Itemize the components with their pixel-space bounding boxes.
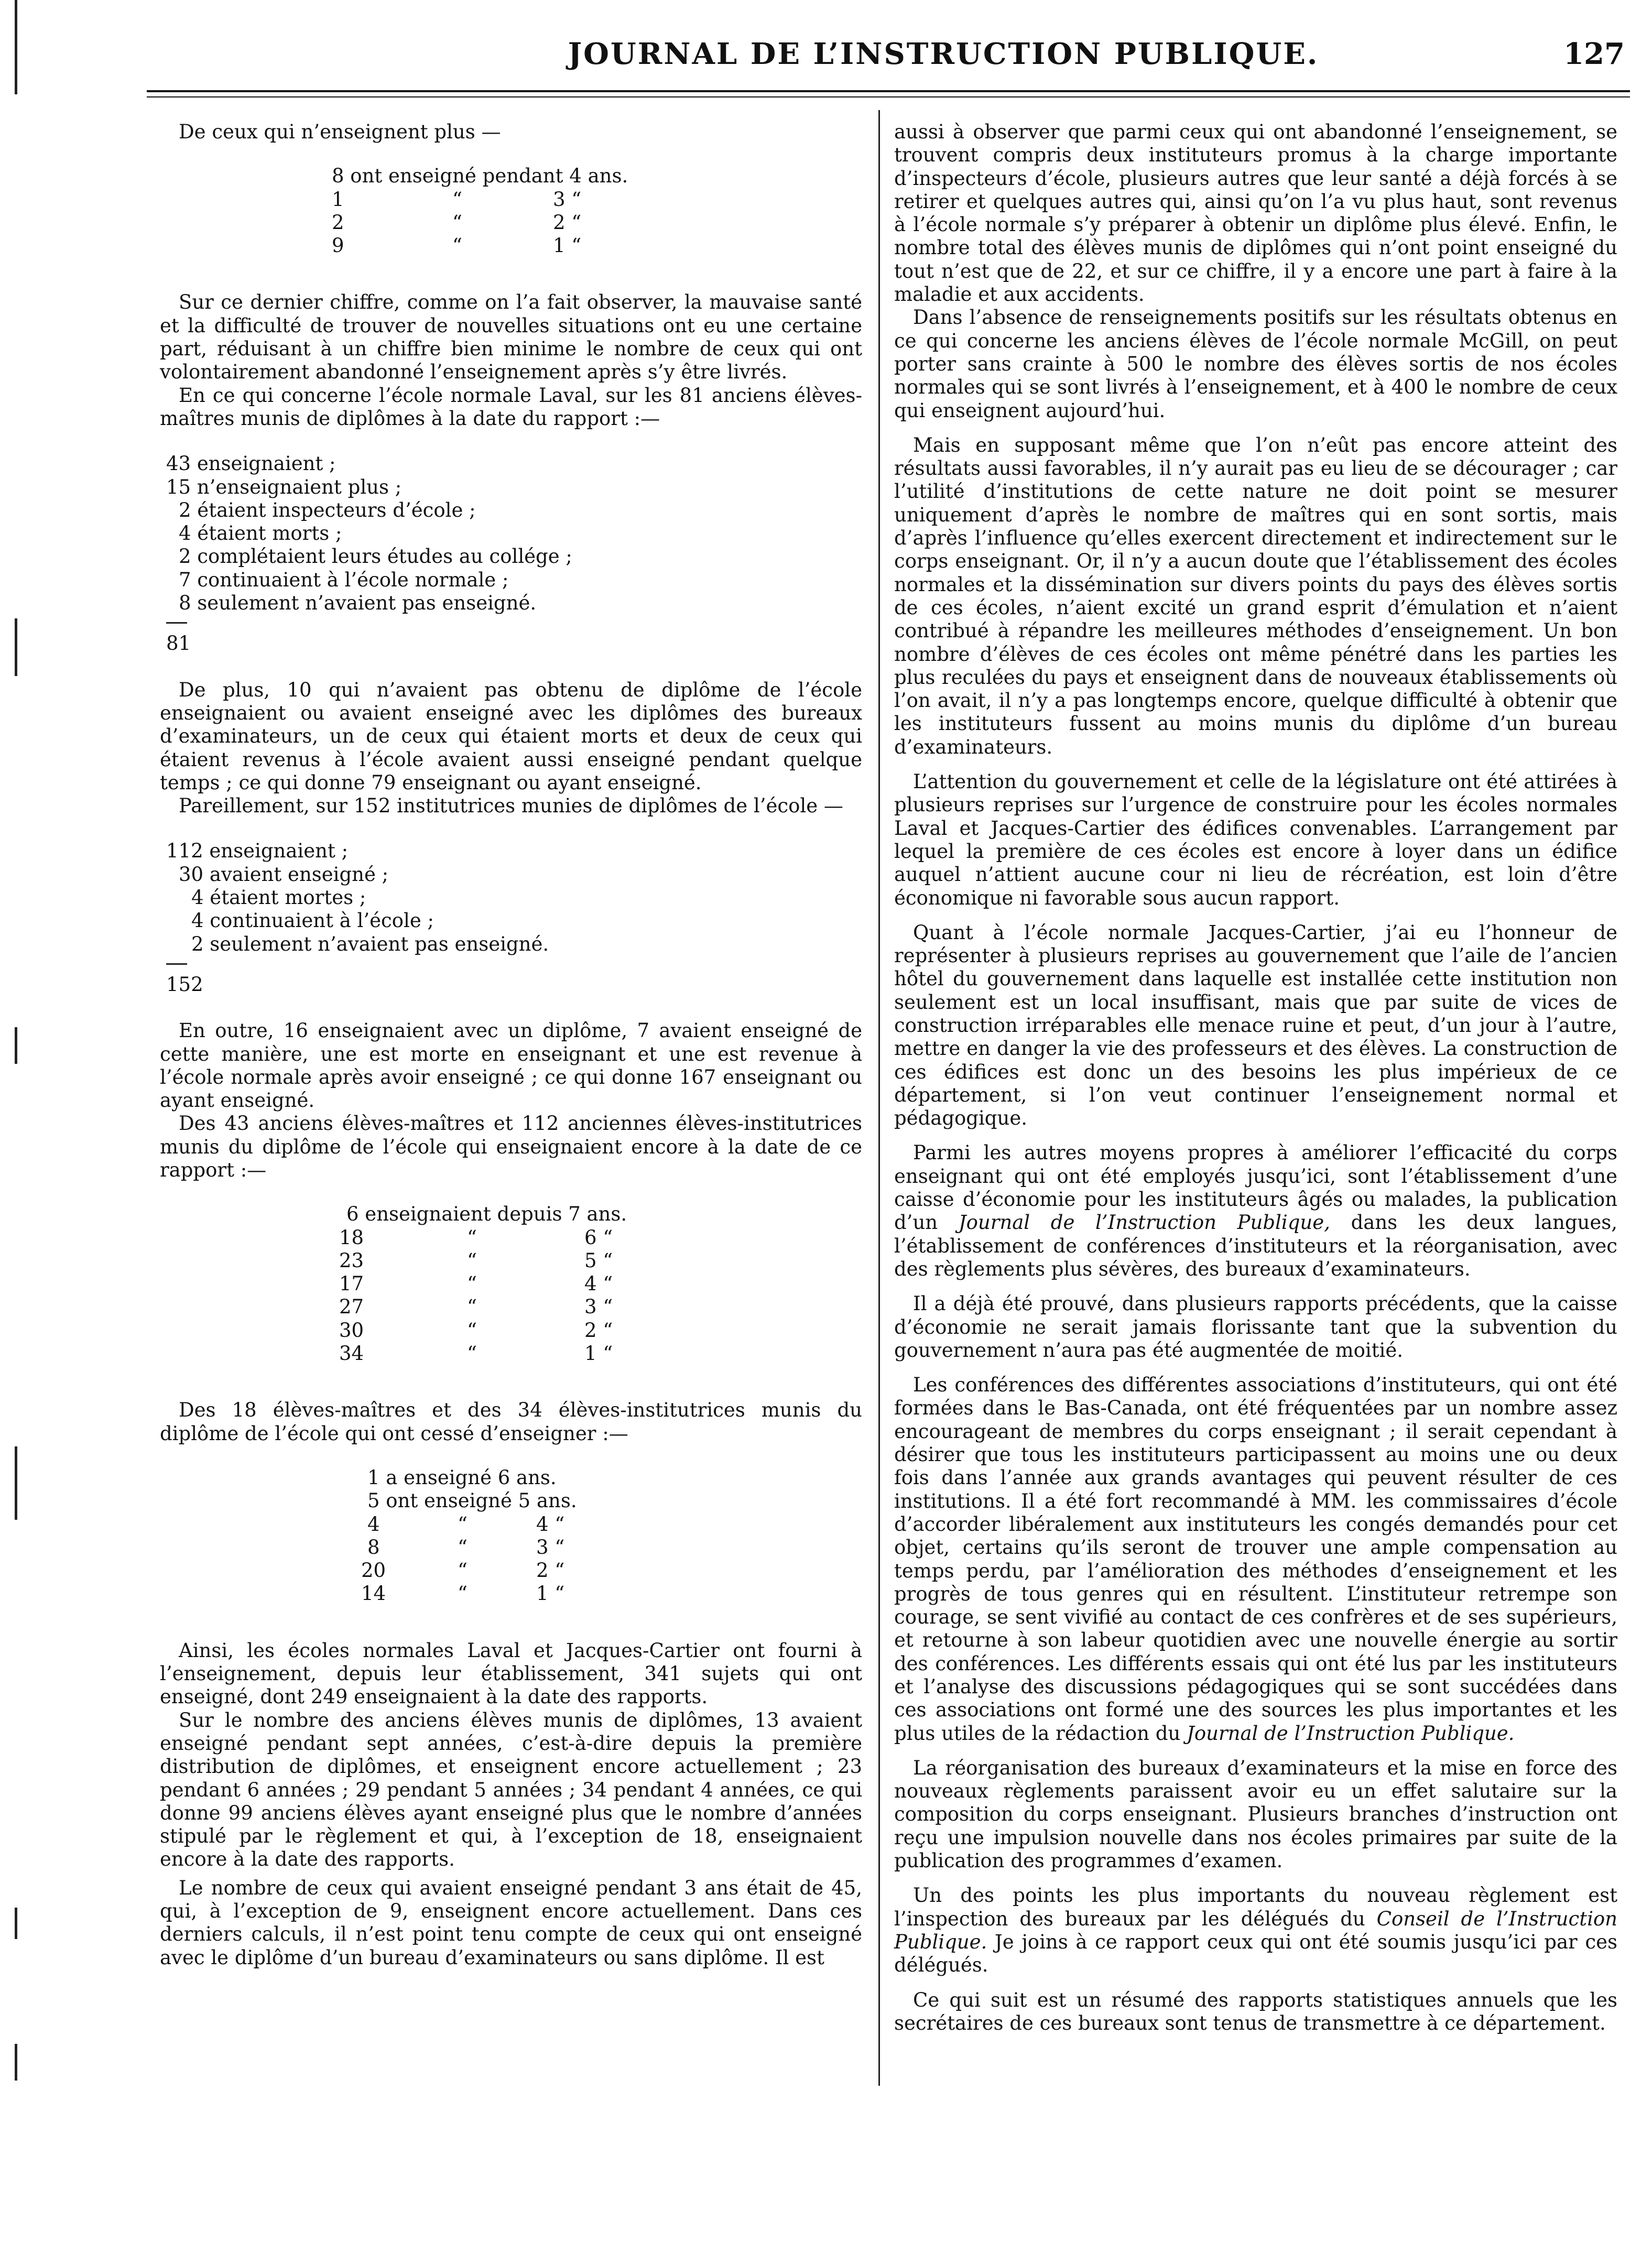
table-cell: 4 [367, 1512, 380, 1536]
paragraph [894, 1374, 1617, 1745]
list-item: 4 continuaient à l’école ; [191, 909, 434, 932]
text-run: Un des points les plus importants du nouveau règlement est l’inspection des bureaux par les délégués du [894, 1884, 1617, 1930]
list-item: 43 enseignaient ; [166, 452, 336, 475]
table-cell: 4 “ [584, 1272, 613, 1295]
table-cell: 9 [332, 234, 344, 257]
text-run: Les conférences des différentes associations d’instituteurs, qui ont été formées dans le Bas-Canada, ont été fréquentées par un nombre assez encourageant de membres du corps enseignant ; il serait cependant à désirer que tous les instituteurs participassent au moins une ou deux fois dans l’année aux grands avantages qui peuvent résulter de ces institutions. Il a été fort recommandé à MM. les commissaires d’école d’accorder libéralement aux instituteurs les congés demandés pour cet objet, certains qu’ils seront de trouver une ample compensation au temps perdu, par l’amélioration des méthodes d’enseignement et les progrès de tous genres qui en résultent. L’instituteur retrempe son courage, se sent vivifié au contact de ces confrères et de ses supérieurs, et retourne à son labeur quotidien avec une nouvelle énergie au sortir des conférences. Les différents essais qui ont été lus par les instituteurs et l’analyse des discussions pédagogiques qui se sont succédées dans ces associations ont formé une des sources les plus importantes et les plus utiles de la rédaction du [894, 1374, 1617, 1745]
paragraph: Ce qui suit est un résumé des rapports statistiques annuels que les secrétaires de ces bureaux sont tenus de transmettre à ce département. [894, 1988, 1617, 2034]
paragraph: Ainsi, les écoles normales Laval et Jacques-Cartier ont fourni à l’enseignement, depuis leur établissement, 341 sujets qui ont enseigné, dont 249 enseignaient à la date des rapports. [160, 1639, 862, 1708]
table-row [339, 1272, 862, 1295]
table-row [332, 234, 862, 257]
table-row [339, 1342, 862, 1365]
table-cell: 2 “ [536, 1559, 565, 1582]
paragraph: aussi à observer que parmi ceux qui ont abandonné l’enseignement, se trouvent compris deux instituteurs promus à la charge importante d’inspecteurs d’école, plusieurs autres que leur santé a déjà forcés à se retirer et quelques autres qui, ainsi qu’on l’a vu plus haut, sont revenus à l’école normale s’y préparer à obtenir un diplôme plus élevé. Enfin, le nombre total des élèves munis de diplômes qui n’ont point enseigné du tout n’est que de 22, et sur ce chiffre, il y a encore une part à faire à la maladie et aux accidents. [894, 121, 1617, 306]
text-run: Parmi les autres moyens propres à améliorer l’efficacité du corps enseignant qui ont été employés jusqu’ici, sont l’établissement d’une caisse d’économie pour les instituteurs âgés ou malades, la publication d’un [894, 1141, 1617, 1234]
table-row [339, 1319, 862, 1342]
text-run: Je joins à ce rapport ceux qui ont été soumis jusqu’ici par ces délégués. [894, 1930, 1617, 1977]
table-row [332, 211, 862, 234]
table-row [367, 1536, 862, 1559]
paragraph: Sur le nombre des anciens élèves munis de diplômes, 13 avaient enseigné pendant sept années, c’est-à-dire depuis la première distribution de diplômes, et enseignent encore actuellement ; 23 pendant 6 années ; 29 pendant 5 années ; 34 pendant 4 années, ce qui donne 99 anciens élèves ayant enseigné plus que le nombre d’années stipulé par le règlement et qui, à l’exception de 18, enseignaient encore à la date des rapports. [160, 1708, 862, 1871]
table-cell: 14 [361, 1582, 386, 1605]
paragraph: Pareillement, sur 152 institutrices munies de diplômes de l’école — [179, 794, 843, 818]
table-cell: 6 enseignaient depuis 7 ans. [346, 1203, 627, 1226]
table-row [339, 1295, 862, 1319]
table-row [332, 165, 862, 188]
table-cell: 2 “ [553, 211, 582, 234]
stats-table [361, 1466, 862, 1606]
table-cell: 4 “ [536, 1512, 565, 1536]
table-cell: 1 “ [584, 1342, 613, 1365]
list-total: 152 [166, 973, 203, 996]
table-cell: 1 “ [536, 1582, 565, 1605]
journal-title: Journal de l’Instruction Publique. [1187, 1722, 1515, 1745]
paragraph: Des 18 élèves-maîtres et des 34 élèves-institutrices munis du diplôme de l’école qui ont cessé d’enseigner :— [160, 1399, 862, 1445]
ditto-mark: “ [467, 1295, 477, 1319]
stats-list [160, 452, 862, 655]
right-column [894, 121, 1617, 2035]
paragraph: Quant à l’école normale Jacques-Cartier, j’ai eu l’honneur de représenter à plusieurs reprises au gouvernement que l’aile de l’ancien hôtel du gouvernement dans laquelle est installée cette institution non seulement est un local insuffisant, mais que par suite de vices de construction irréparables elle menace ruine et peut, d’un jour à l’autre, mettre en danger la vie des professeurs et des élèves. La construction de ces édifices est donc un des besoins les plus impérieux de ce département, si l’on veut continuer l’enseignement normal et pédagogique. [894, 921, 1617, 1130]
edge-mark [15, 1908, 17, 1939]
ditto-mark: “ [458, 1536, 468, 1559]
ditto-mark: “ [467, 1249, 477, 1272]
list-item: 2 seulement n’avaient pas enseigné. [191, 932, 549, 955]
list-item: 8 seulement n’avaient pas enseigné. [179, 592, 537, 615]
page-header [110, 37, 1625, 79]
list-item: 112 enseignaient ; [166, 840, 349, 863]
list-item: 15 n’enseignaient plus ; [166, 475, 402, 498]
paragraph: De plus, 10 qui n’avaient pas obtenu de diplôme de l’école enseignaient ou avaient enseigné avec les diplômes des bureaux d’examinateurs, un de ceux qui étaient morts et deux de ceux qui étaient revenus à l’école avaient aussi enseigné pendant quelque temps ; ce qui donne 79 enseignant ou ayant enseigné. [160, 678, 862, 794]
list-item: 2 étaient inspecteurs d’école ; [179, 498, 476, 521]
paragraph: Mais en supposant même que l’on n’eût pas encore atteint des résultats aussi favorables, il n’y aurait pas eu lieu de se décourager ; car l’utilité d’institutions de cette nature ne doit point se mesurer uniquement d’après le nombre de maîtres qui en sont sortis, mais d’après l’influence qu’elles exercent directement et indirectement sur le corps enseignant. Or, il n’y a aucun doute que l’établissement des écoles normales et la dissémination sur divers points du pays des élèves sortis de ces écoles, n’aient excité un grand esprit d’émulation et n’aient contribué à répandre les meilleures méthodes d’enseignement. Un bon nombre d’élèves de ces écoles ont même pénétré dans les parties les plus reculées du pays et enseignent dans de nouveaux établissements où l’on avait, il n’y a pas longtemps encore, quelque difficulté à obtenir que les instituteurs fussent au moins munis du diplôme d’un bureau d’examinateurs. [894, 433, 1617, 758]
paragraph [894, 1884, 1617, 1977]
table-cell: 1 [332, 188, 344, 211]
table-row [367, 1489, 862, 1512]
ditto-mark: “ [452, 234, 462, 257]
table-cell: 2 “ [584, 1319, 613, 1342]
paragraph: Dans l’absence de renseignements positifs sur les résultats obtenus en ce qui concerne les anciens élèves de l’école normale McGill, on peut porter sans crainte à 500 le nombre des élèves sortis de nos écoles normales qui se sont livrés à l’enseignement, et à 400 le nombre de ceux qui enseignent aujourd’hui. [894, 306, 1617, 422]
table-row [361, 1559, 862, 1582]
edge-mark [15, 618, 17, 676]
ditto-mark: “ [467, 1226, 477, 1249]
paragraph: Il a déjà été prouvé, dans plusieurs rapports précédents, que la caisse d’économie ne serait jamais florissante tant que la subvention du gouvernement n’aura pas été augmentée de moitié. [894, 1292, 1617, 1362]
list-total: 81 [166, 632, 191, 655]
table-cell: 3 “ [584, 1295, 613, 1319]
sum-rule [166, 963, 187, 965]
table-cell: 34 [339, 1342, 364, 1365]
table-cell: 27 [339, 1295, 364, 1319]
table-cell: 5 ont enseigné 5 ans. [367, 1489, 577, 1512]
table-cell: 1 a enseigné 6 ans. [367, 1466, 557, 1489]
stats-table [339, 1203, 862, 1365]
table-cell: 8 [367, 1536, 380, 1559]
paragraph: En outre, 16 enseignaient avec un diplôme, 7 avaient enseigné de cette manière, une est morte en enseignant et une est revenue à l’école normale après avoir enseigné ; ce qui donne 167 enseignant ou ayant enseigné. [160, 1019, 862, 1112]
ditto-mark: “ [467, 1319, 477, 1342]
header-rule [147, 90, 1630, 92]
table-cell: 23 [339, 1249, 364, 1272]
page-number: 127 [1563, 37, 1625, 71]
edge-mark [15, 1027, 17, 1064]
table-row [346, 1203, 862, 1226]
edge-mark [15, 2044, 17, 2081]
list-item: 4 étaient mortes ; [191, 886, 366, 909]
table-row [332, 188, 862, 211]
list-item: 2 complétaient leurs études au collége ; [179, 545, 572, 568]
ditto-mark: “ [452, 211, 462, 234]
paragraph: La réorganisation des bureaux d’examinateurs et la mise en force des nouveaux règlements paraissent avoir eu un effet salutaire sur la composition du corps enseignant. Plusieurs branches d’instruction ont reçu une impulsion nouvelle dans nos écoles primaires par suite de la publication des programmes d’examen. [894, 1756, 1617, 1872]
running-title: JOURNAL DE L’INSTRUCTION PUBLIQUE. [568, 37, 1319, 71]
list-item: 7 continuaient à l’école normale ; [179, 568, 509, 591]
table-cell: 1 “ [553, 234, 582, 257]
paragraph: Sur ce dernier chiffre, comme on l’a fait observer, la mauvaise santé et la difficulté de trouver de nouvelles situations ont eu une certaine part, réduisant à un chiffre bien minime le nombre de ceux qui ont volontairement abandonné l’enseignement après s’y être livrés. [160, 291, 862, 384]
paragraph: De ceux qui n’enseignent plus — [179, 121, 501, 143]
table-cell: 18 [339, 1226, 364, 1249]
list-item: 30 avaient enseigné ; [179, 863, 389, 886]
ditto-mark: “ [458, 1559, 468, 1582]
ditto-mark: “ [458, 1582, 468, 1605]
table-row [339, 1226, 862, 1249]
table-cell: 20 [361, 1559, 386, 1582]
paragraph [894, 1141, 1617, 1281]
table-cell: 30 [339, 1319, 364, 1342]
edge-mark [15, 0, 17, 94]
table-row [367, 1513, 862, 1536]
list-item: 4 étaient morts ; [179, 522, 342, 545]
sum-rule [166, 622, 187, 624]
table-cell: 2 [332, 211, 344, 234]
table-row [361, 1582, 862, 1605]
table-cell: 17 [339, 1272, 364, 1295]
ditto-mark: “ [452, 188, 462, 211]
table-row [367, 1466, 862, 1489]
table-cell: 3 “ [536, 1536, 565, 1559]
ditto-mark: “ [467, 1342, 477, 1365]
text-run: dans les deux langues, l’établissement de conférences d’instituteurs et la réorganisation, avec des règlements plus sévères, des bureaux d’examinateurs. [894, 1211, 1618, 1280]
paragraph: Le nombre de ceux qui avaient enseigné pendant 3 ans était de 45, qui, à l’exception de 9, enseignent encore actuellement. Dans ces derniers calculs, il n’est point tenu compte de ceux qui ont enseigné avec le diplôme d’un bureau d’examinateurs ou sans diplôme. Il est [160, 1876, 862, 1969]
column-divider [878, 110, 880, 2086]
council-title: Conseil de l’Instruction Publique. [894, 1907, 1618, 1953]
stats-table [332, 165, 862, 257]
left-column [160, 121, 862, 1969]
table-cell: 6 “ [584, 1226, 613, 1249]
paragraph: L’attention du gouvernement et celle de la législature ont été attirées à plusieurs reprises sur l’urgence de construire pour les écoles normales Laval et Jacques-Cartier des édifices convenables. L’arrangement par lequel la première de ces écoles est encore à loyer dans un édifice auquel n’attient aucune cour ni lieu de récréation, est loin d’être économique ni favorable sous aucun rapport. [894, 770, 1617, 909]
journal-title: Journal de l’Instruction Publique, [958, 1211, 1330, 1234]
stats-list [160, 840, 862, 996]
edge-mark [15, 1446, 17, 1520]
table-row [339, 1249, 862, 1272]
header-rule-thin [147, 96, 1630, 97]
ditto-mark: “ [458, 1512, 468, 1536]
paragraph: Des 43 anciens élèves-maîtres et 112 anciennes élèves-institutrices munis du diplôme de l’école qui enseignaient encore à la date de ce rapport :— [160, 1112, 862, 1181]
table-cell: 5 “ [584, 1249, 613, 1272]
ditto-mark: “ [467, 1272, 477, 1295]
table-cell: 3 “ [553, 188, 582, 211]
paragraph: En ce qui concerne l’école normale Laval, sur les 81 anciens élèves-maîtres munis de diplômes à la date du rapport :— [160, 384, 862, 430]
table-cell: 8 ont enseigné pendant 4 ans. [332, 165, 628, 188]
